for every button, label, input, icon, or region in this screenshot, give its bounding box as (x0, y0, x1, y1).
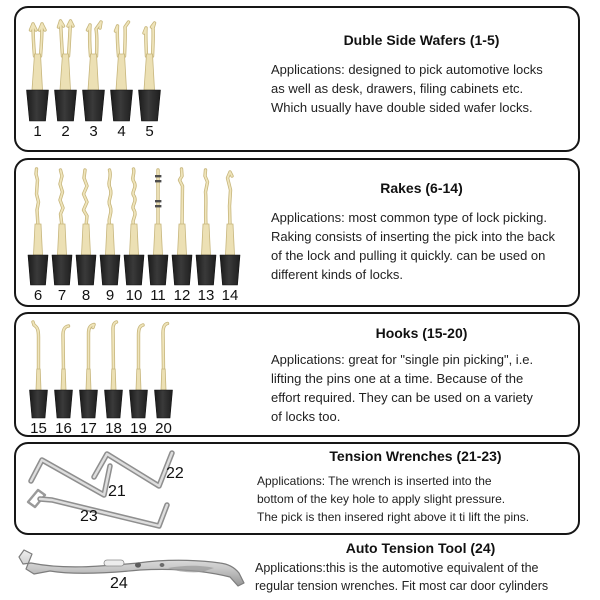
tool-number: 12 (173, 287, 191, 304)
rakes-text-block (271, 180, 572, 284)
hook-pick-icon (151, 319, 176, 419)
rake-pick-icon (50, 166, 74, 286)
rake-pick-8 (74, 166, 98, 305)
section-box-tension-wrenches (14, 442, 580, 535)
hook-pick-18 (101, 319, 126, 438)
rake-pick-icon (98, 166, 122, 286)
rake-pick-14 (218, 166, 242, 305)
rake-pick-6 (26, 166, 50, 305)
tool-number: 2 (61, 123, 70, 140)
wafer-pick-icon (52, 18, 79, 122)
wafer-pick-3 (80, 18, 107, 141)
wafers-description (271, 60, 572, 117)
tool-number: 6 (33, 287, 43, 304)
tool-number: 13 (197, 287, 215, 304)
description-line: Applications:this is the automotive equivalent of the (255, 561, 539, 575)
rake-pick-9 (98, 166, 122, 305)
description-line: of the lock and pulling it quickly. can be used on (271, 248, 546, 263)
hook-tools-row (26, 319, 176, 438)
tool-number: 14 (221, 287, 239, 304)
section-auto-tension (14, 538, 586, 600)
description-line: different kinds of locks. (271, 267, 403, 282)
wafer-pick-icon (108, 18, 135, 122)
hooks-description (271, 350, 572, 426)
rake-pick-icon (122, 166, 146, 286)
tool-number: 1 (33, 123, 42, 140)
description-line: of locks too. (271, 409, 341, 424)
hook-pick-20 (151, 319, 176, 438)
wafer-pick-1 (24, 18, 51, 141)
tool-number: 4 (117, 123, 126, 140)
wafer-pick-2 (52, 18, 79, 141)
section-title-auto-tension: Auto Tension Tool (24) (345, 540, 496, 556)
description-line: The pick is then insered right above it ti lift the pins. (257, 510, 530, 524)
rake-pick-icon (74, 166, 98, 286)
tool-number: 9 (105, 287, 115, 304)
tool-number-21: 21 (108, 483, 126, 500)
section-box-hooks (14, 312, 580, 437)
hook-pick-17 (76, 319, 101, 438)
tool-number-24: 24 (110, 575, 128, 592)
description-line: Applications: The wrench is inserted into the (257, 474, 492, 488)
tool-number: 7 (57, 287, 67, 304)
section-box-wafers (14, 6, 580, 152)
tension-wrenches-icon (18, 444, 248, 533)
hook-pick-19 (126, 319, 151, 438)
description-line: Applications: designed to pick automotive locks (271, 62, 543, 77)
hook-pick-16 (51, 319, 76, 438)
section-title-hooks: Hooks (15-20) (375, 325, 468, 341)
wafer-pick-icon (136, 18, 163, 122)
description-line: bottom of the key hole to apply slight pressure. (257, 492, 506, 506)
description-line: Which usually have double sided wafer locks. (271, 100, 533, 115)
auto-tension-tool-icon (16, 544, 251, 590)
hook-pick-icon (26, 319, 51, 419)
tension-wrenches-description (257, 472, 574, 526)
rake-pick-11 (146, 166, 170, 305)
section-title-tension-wrenches: Tension Wrenches (21-23) (329, 448, 502, 464)
hook-pick-icon (76, 319, 101, 419)
wafer-pick-icon (80, 18, 107, 122)
tool-number: 3 (89, 123, 98, 140)
rake-pick-icon (194, 166, 218, 286)
rake-pick-icon (146, 166, 170, 286)
tool-number: 10 (125, 287, 143, 304)
description-line: lifting the pins one at a time. Because of the (271, 371, 524, 386)
rake-pick-icon (26, 166, 50, 286)
hook-pick-icon (126, 319, 151, 419)
rake-pick-13 (194, 166, 218, 305)
wafer-pick-icon (24, 18, 51, 122)
hook-pick-icon (101, 319, 126, 419)
section-title-rakes: Rakes (6-14) (380, 180, 463, 196)
wafers-text-block (271, 32, 572, 117)
wafer-tools-row (24, 18, 163, 141)
wafer-pick-4 (108, 18, 135, 141)
tool-number: 17 (80, 420, 97, 437)
hook-pick-15 (26, 319, 51, 438)
rake-pick-icon (218, 166, 242, 286)
tension-wrenches-text-block (257, 448, 574, 526)
tool-number-23: 23 (80, 508, 98, 525)
tool-number: 20 (155, 420, 172, 437)
description-line: Applications: most common type of lock picking. (271, 210, 548, 225)
rake-pick-7 (50, 166, 74, 305)
tool-number: 11 (150, 287, 166, 304)
hook-pick-icon (51, 319, 76, 419)
tool-number: 16 (55, 420, 72, 437)
tool-number-22: 22 (166, 465, 184, 482)
description-line: Applications: great for "single pin picking", i.e. (271, 352, 534, 367)
section-title-wafers: Duble Side Wafers (1-5) (343, 32, 500, 48)
rake-pick-12 (170, 166, 194, 305)
auto-tension-text-block (255, 540, 586, 595)
description-line: effort required. They can be used on a variety (271, 390, 533, 405)
description-line: Raking consists of inserting the pick into the back (271, 229, 555, 244)
rake-pick-10 (122, 166, 146, 305)
auto-tension-description (255, 559, 586, 595)
rakes-description (271, 208, 572, 284)
tool-number: 18 (105, 420, 122, 437)
tool-number: 5 (145, 123, 154, 140)
hooks-text-block (271, 325, 572, 426)
rake-pick-icon (170, 166, 194, 286)
rake-tools-row (26, 166, 242, 305)
tool-number: 19 (130, 420, 147, 437)
tool-number: 8 (81, 287, 91, 304)
description-line: as well as desk, drawers, filing cabinets etc. (271, 81, 524, 96)
section-box-rakes (14, 158, 580, 307)
tool-number: 15 (30, 420, 47, 437)
description-line: regular tension wrenches. Fit most car door cylinders (255, 579, 549, 593)
wafer-pick-5 (136, 18, 163, 141)
